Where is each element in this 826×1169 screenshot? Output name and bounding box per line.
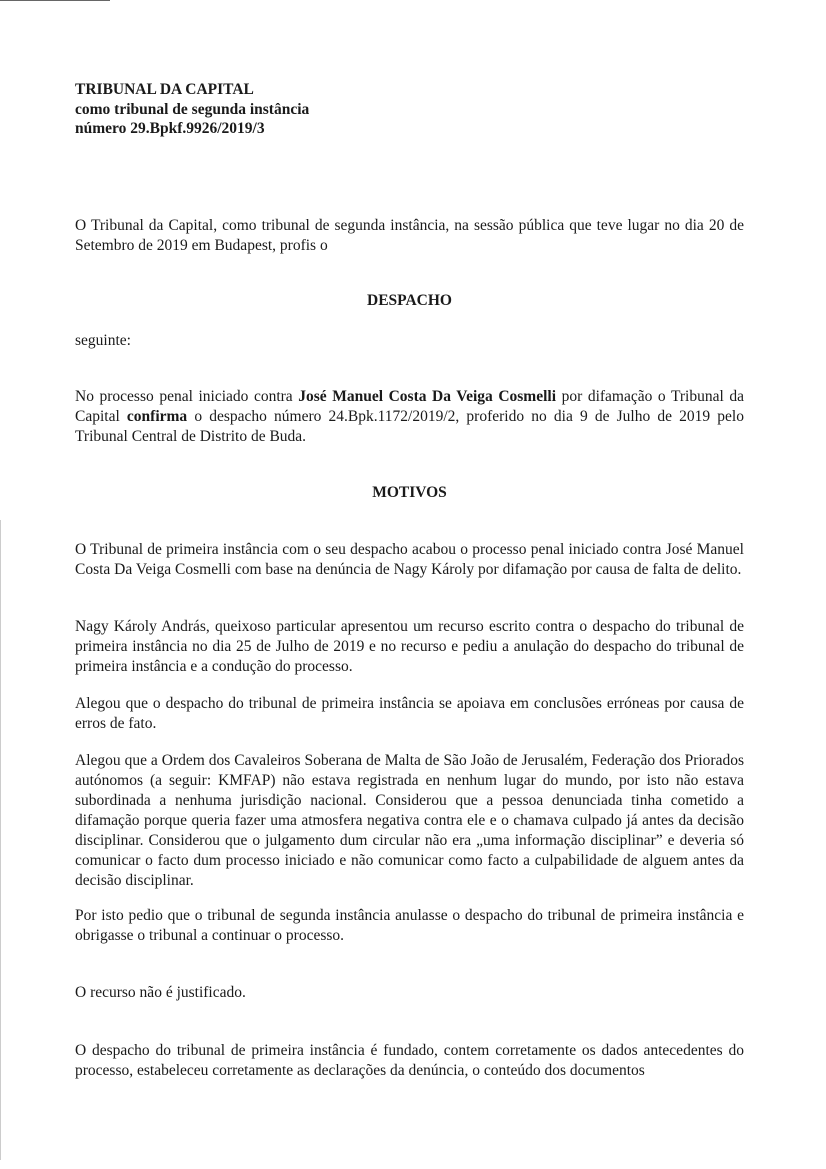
scan-edge-line: [0, 520, 1, 1160]
case-number: número 29.Bpkf.9926/2019/3: [75, 120, 265, 137]
seguinte-text: seguinte:: [75, 332, 131, 349]
heading-despacho: DESPACHO: [367, 292, 452, 309]
decision-part3: o despacho número 24.Bpk.1172/2019/2, proferido no dia 9 de Julho de 2019 pelo Tribunal Central de Distrito de Buda.: [75, 408, 744, 445]
court-header: [75, 80, 309, 139]
heading-motivos: MOTIVOS: [372, 484, 447, 501]
paragraph: Por isto pedio que o tribunal de segunda instância anulasse o despacho do tribunal de primeira instância e obrigasse o tribunal a continuar o processo.: [75, 907, 744, 944]
paragraph: Alegou que a Ordem dos Cavaleiros Soberana de Malta de São João de Jerusalém, Federação dos Priorados autónomos (a seguir: KMFAP) não estava registrada en nenhum lugar do mundo, por isto não estava subordinada a nenhuma jurisdição nacional. Considerou que a pessoa denunciada tinha cometido a difamação porque queria fazer uma atmosfera negativa contra ele e o chamava culpado já antes da decisão disciplinar. Considerou que o julgamento dum circular não era „uma informação disciplinar” e deveria só comunicar o facto dum processo iniciado e não comunicar como facto a culpabilidade de alguem antes da decisão disciplinar.: [75, 752, 744, 889]
court-instance: como tribunal de segunda instância: [75, 100, 310, 118]
court-name: TRIBUNAL DA CAPITAL: [75, 81, 254, 98]
confirma-word: confirma: [126, 408, 188, 425]
paragraph: O recurso não é justificado.: [75, 984, 246, 1001]
decision-part1: No processo penal iniciado contra: [75, 388, 299, 405]
intro-paragraph: O Tribunal da Capital, como tribunal de segunda instância, na sessão pública que teve lugar no dia 20 de Setembro de 2019 em Budapest, profis o: [75, 217, 744, 254]
scan-border-line: [0, 0, 110, 1]
defendant-name: José Manuel Costa Da Veiga Cosmelli: [298, 388, 557, 405]
decision-paragraph: [75, 387, 744, 447]
paragraph: Alegou que o despacho do tribunal de primeira instância se apoiava em conclusões erróneas por causa de erros de fato.: [75, 695, 744, 732]
paragraph: O Tribunal de primeira instância com o seu despacho acabou o processo penal iniciado contra José Manuel Costa Da Veiga Cosmelli com base na denúncia de Nagy Károly por difamação por causa de falta de delito.: [75, 541, 744, 578]
paragraph: O despacho do tribunal de primeira instância é fundado, contem corretamente os dados antecedentes do processo, estabeleceu corretamente as declarações da denúncia, o conteúdo dos documentos: [75, 1042, 744, 1079]
paragraph: Nagy Károly András, queixoso particular apresentou um recurso escrito contra o despacho do tribunal de primeira instância no dia 25 de Julho de 2019 e no recurso e pediu a anulação do despacho do tribunal de primeira instância e a condução do processo.: [75, 618, 744, 675]
decision-part2: por difamação o Tribunal da Capital: [75, 388, 744, 425]
